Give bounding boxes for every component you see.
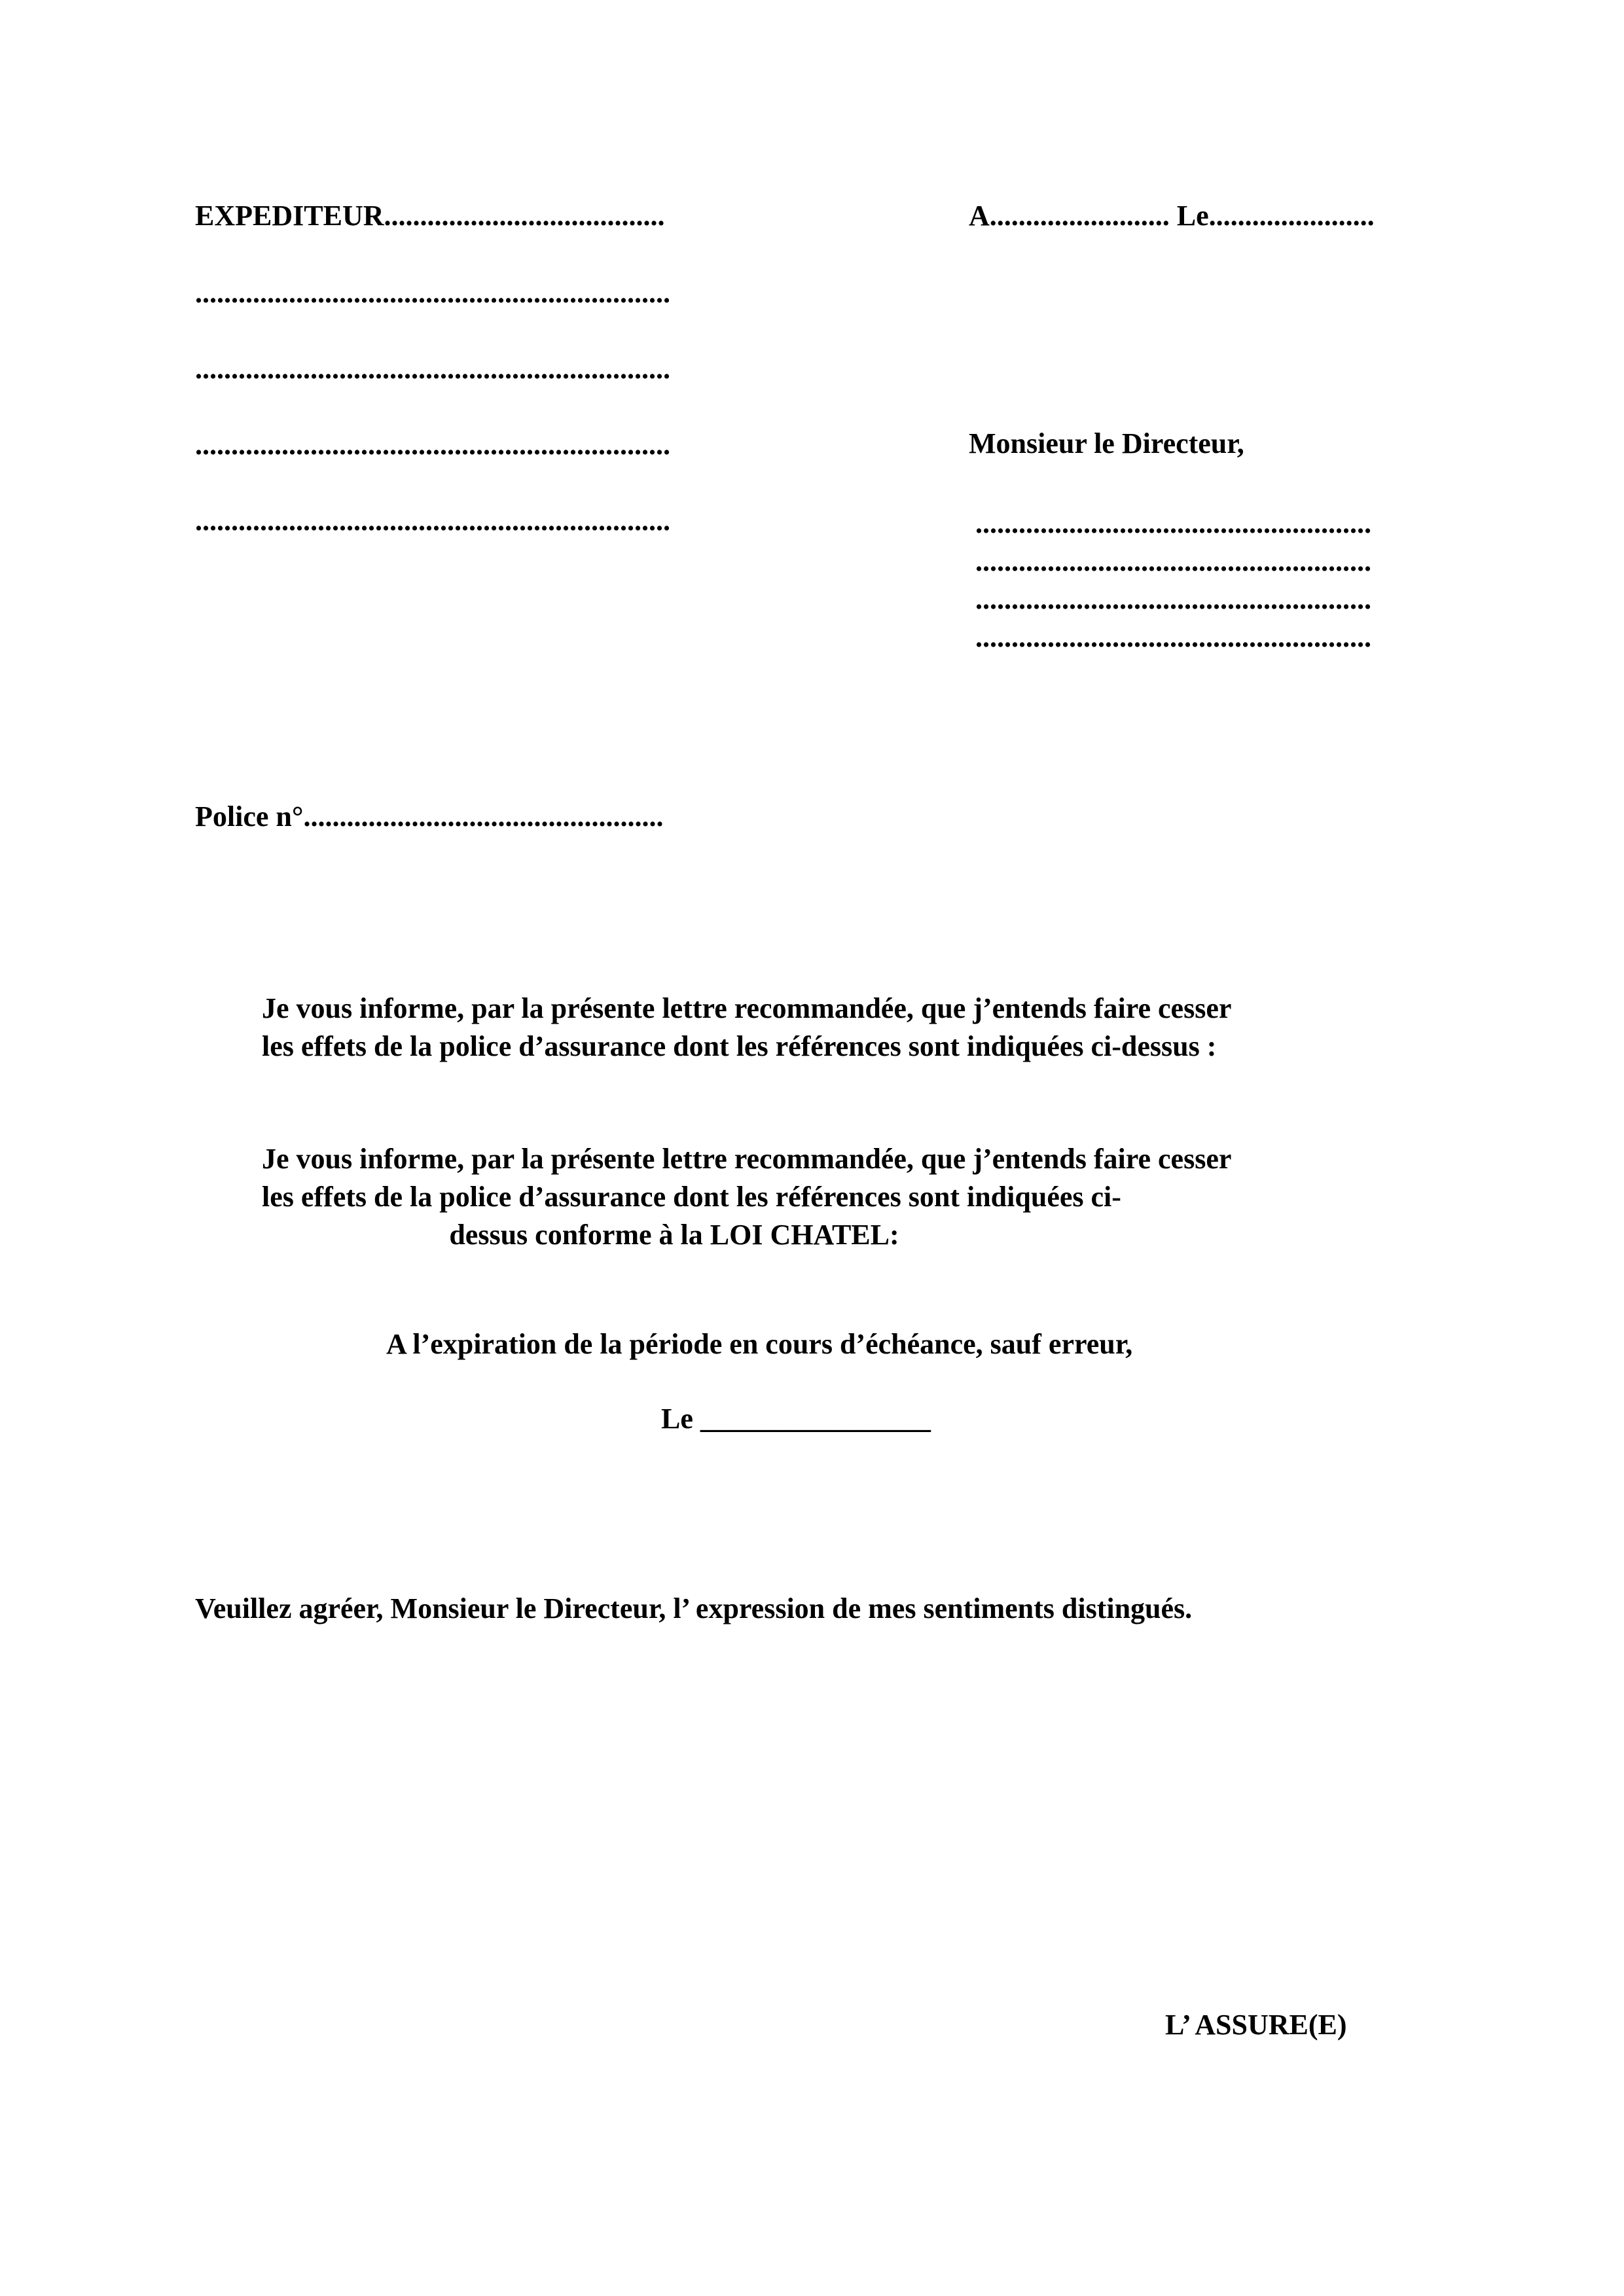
sender-address-line-2: .................................................................. (195, 353, 670, 385)
sender-address-line-1: .................................................................. (195, 277, 670, 309)
recipient-address-line-2: ....................................................... (975, 545, 1371, 577)
recipient-salutation: Monsieur le Directeur, (969, 427, 1244, 459)
body-paragraph-1 (262, 990, 1232, 1066)
recipient-address-line-4: ....................................................... (975, 621, 1371, 653)
body-paragraph-2-line-2: les effets de la police d’assurance dont les références sont indiquées ci- (262, 1181, 1121, 1213)
signature-label: L’ ASSURE(E) (1165, 2009, 1347, 2041)
body-paragraph-1-line-1: Je vous informe, par la présente lettre recommandée, que j’entends faire cesser (262, 992, 1232, 1024)
policy-number-line: Police n°.................................................. (195, 800, 664, 833)
body-paragraph-2 (262, 1140, 1232, 1254)
body-paragraph-1-line-2: les effets de la police d’assurance dont les références sont indiquées ci-dessus : (262, 1030, 1217, 1062)
termination-date-line: Le ________________ (661, 1403, 931, 1435)
body-paragraph-2-line-1: Je vous informe, par la présente lettre recommandée, que j’entends faire cesser (262, 1143, 1232, 1175)
expiration-sentence: A l’expiration de la période en cours d’échéance, sauf erreur, (386, 1328, 1133, 1360)
sender-address-line-3: .................................................................. (195, 429, 670, 461)
recipient-address-line-1: ....................................................... (975, 507, 1371, 539)
recipient-address-line-3: ....................................................... (975, 583, 1371, 615)
body-paragraph-2-line-3: dessus conforme à la LOI CHATEL: (449, 1219, 899, 1251)
place-date-line: A......................... Le....................... (969, 200, 1375, 232)
sender-label-line: EXPEDITEUR....................................... (195, 200, 665, 232)
closing-formula: Veuillez agréer, Monsieur le Directeur, l’ expression de mes sentiments distingués. (195, 1592, 1193, 1624)
sender-address-line-4: .................................................................. (195, 505, 670, 537)
